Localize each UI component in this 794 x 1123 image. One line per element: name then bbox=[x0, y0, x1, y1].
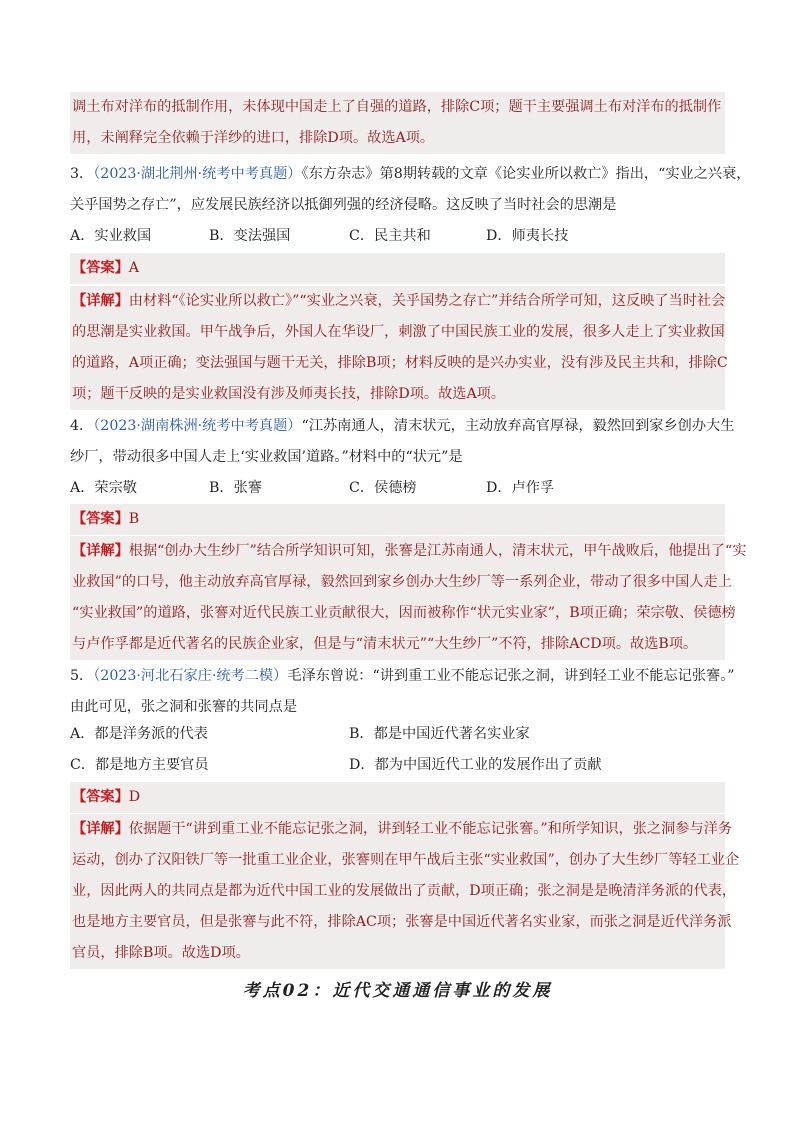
option-d: D．卢作孚 bbox=[486, 480, 555, 496]
question-stem: “江苏南通人，清末状元，主动放弃高官厚禄，毅然回到家乡创办大生 bbox=[301, 418, 735, 434]
answer-value: A bbox=[128, 260, 140, 276]
option-b: B．张謇 bbox=[209, 480, 262, 496]
question-stem: 《东方杂志》第8期转载的文章《论实业所以救亡》指出，“实业之兴衰， bbox=[301, 166, 751, 182]
answer-continuation-block bbox=[70, 92, 725, 154]
question-source: （2023·河北石家庄·统考二模） bbox=[93, 668, 288, 684]
option-b: B．都是中国近代著名实业家 bbox=[349, 726, 530, 742]
question-stem: 毛泽东曾说：“讲到重工业不能忘记张之洞，讲到轻工业不能忘记张謇。” bbox=[287, 668, 735, 684]
answer-tag: 【答案】 bbox=[72, 260, 129, 276]
answer-tag: 【答案】 bbox=[72, 789, 129, 805]
detail-3-block bbox=[70, 286, 728, 410]
detail-text: 项；题干反映的是实业救国没有涉及师夷长技，排除D项。故选A项。 bbox=[72, 386, 506, 402]
option-d: D．都为中国近代工业的发展作出了贡献 bbox=[349, 757, 602, 773]
detail-tag: 【详解】 bbox=[72, 543, 129, 559]
answer-tag: 【答案】 bbox=[72, 511, 129, 527]
section-heading: 考点02：近代交通通信事业的发展 bbox=[242, 981, 553, 1001]
detail-text: 根据“创办大生纱厂”结合所学知识可知，张謇是江苏南通人，清末状元，甲午战败后，他提出了“实 bbox=[128, 543, 747, 559]
detail-5-block bbox=[70, 814, 740, 969]
detail-text: 依据题干“讲到重工业不能忘记张之洞，讲到轻工业不能忘记张謇。”和所学知识，张之洞参与洋务 bbox=[128, 821, 733, 837]
detail-4-block bbox=[70, 536, 747, 660]
question-number: 4． bbox=[70, 418, 94, 434]
option-a: A．都是洋务派的代表 bbox=[70, 726, 208, 742]
question-5-options bbox=[70, 719, 725, 781]
question-source: （2023·湖北荆州·统考中考真题） bbox=[93, 166, 302, 182]
answer-5-block bbox=[70, 782, 725, 813]
answer-3-block bbox=[70, 253, 725, 284]
detail-text: 由材料“《论实业所以救亡》”“实业之兴衰，关乎国势之存亡”并结合所学可知，这反映了当时社会 bbox=[128, 293, 726, 309]
detail-text: 业救国”的口号，他主动放弃高官厚禄，毅然回到家乡创办大生纱厂等一系列企业，带动了很多中国人走上 bbox=[72, 574, 732, 590]
question-stem: 纱厂，带动很多中国人走上‘实业救国’道路。”材料中的“状元”是 bbox=[70, 449, 463, 465]
option-a: A．荣宗敬 bbox=[70, 480, 137, 496]
question-3 bbox=[70, 159, 751, 221]
detail-text: 的思潮是实业救国。甲午战争后，外国人在华设厂，刺激了中国民族工业的发展，很多人走上了实业救国 bbox=[72, 324, 725, 340]
answer-line: 调土布对洋布的抵制作用，未体现中国走上了自强的道路，排除C项；题干主要强调土布对洋布的抵制作 bbox=[72, 99, 722, 115]
detail-text: 与卢作孚都是近代著名的民族企业家，但是与“清末状元”“大生纱厂”不符，排除ACD项。故选B项。 bbox=[72, 636, 698, 652]
question-5 bbox=[70, 661, 735, 723]
question-4 bbox=[70, 411, 735, 473]
detail-tag: 【详解】 bbox=[72, 293, 129, 309]
question-3-options bbox=[70, 221, 725, 252]
option-a: A．实业救国 bbox=[70, 228, 152, 244]
detail-text: 的道路，A项正确；变法强国与题干无关，排除B项；材料反映的是兴办实业，没有涉及民主共和，排除C bbox=[72, 355, 728, 371]
question-stem: 由此可见，张之洞和张謇的共同点是 bbox=[70, 699, 298, 715]
detail-text: 官员，排除B项。故选D项。 bbox=[72, 945, 250, 961]
answer-4-block bbox=[70, 504, 725, 535]
option-d: D．师夷长技 bbox=[486, 228, 569, 244]
option-c: C．民主共和 bbox=[349, 228, 431, 244]
option-c: C．都是地方主要官员 bbox=[70, 757, 209, 773]
question-number: 5． bbox=[70, 668, 94, 684]
detail-text: 运动，创办了汉阳铁厂等一批重工业企业，张謇则在甲午战后主张“实业救国”，创办了大生纱厂等轻工业企 bbox=[72, 852, 740, 868]
answer-value: D bbox=[128, 789, 141, 805]
question-source: （2023·湖南株洲·统考中考真题） bbox=[93, 418, 302, 434]
detail-tag: 【详解】 bbox=[72, 821, 129, 837]
question-4-options bbox=[70, 473, 725, 504]
detail-text: 业，因此两人的共同点是都为近代中国工业的发展做出了贡献，D项正确；张之洞是是晚清洋务派的代表， bbox=[72, 883, 737, 899]
detail-text: 也是地方主要官员，但是张謇与此不符，排除AC项；张謇是中国近代著名实业家，而张之洞是近代洋务派 bbox=[72, 914, 732, 930]
answer-value: B bbox=[128, 511, 140, 527]
option-b: B．变法强国 bbox=[209, 228, 291, 244]
answer-line: 用，未阐释完全依赖于洋纱的进口，排除D项。故选A项。 bbox=[72, 130, 435, 146]
question-stem: 关乎国势之存亡”，应发展民族经济以抵御列强的经济侵略。这反映了当时社会的思潮是 bbox=[70, 197, 617, 213]
question-number: 3． bbox=[70, 166, 94, 182]
detail-text: “实业救国”的道路，张謇对近代民族工业贡献很大，因而被称作“状元实业家”，B项正确；荣宗敬、侯德榜 bbox=[72, 605, 736, 621]
option-c: C．侯德榜 bbox=[349, 480, 417, 496]
